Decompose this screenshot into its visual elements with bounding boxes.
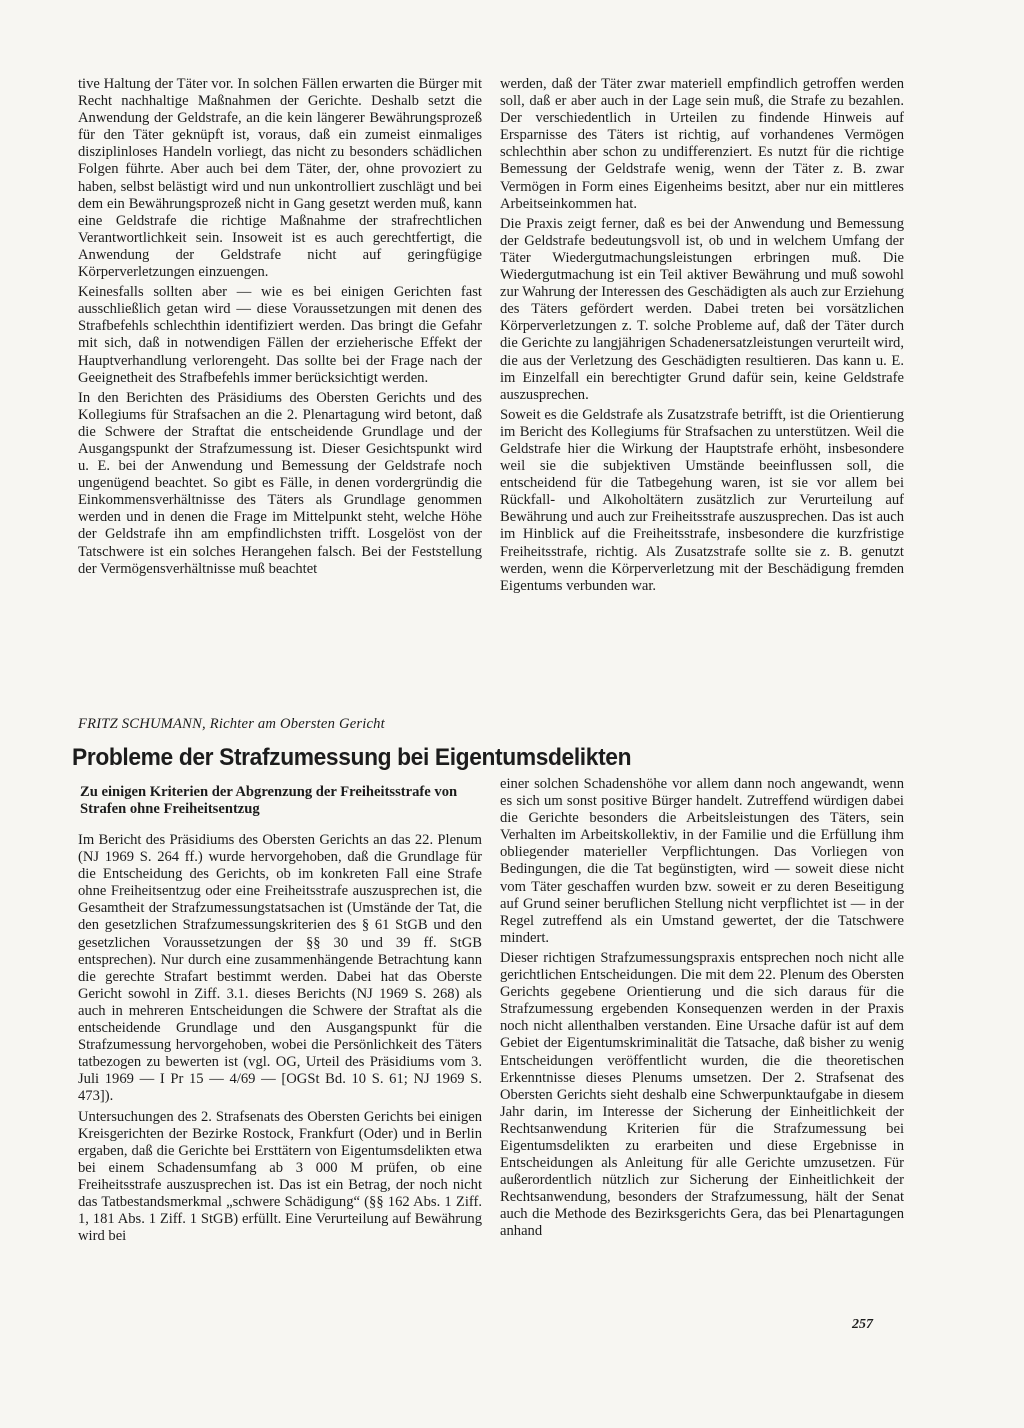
article-subtitle: Zu einigen Kriterien der Abgrenzung der Freiheitsstrafe von Strafen ohne Freiheitsentzug	[80, 784, 458, 818]
column-bottom-left	[78, 832, 482, 1248]
column-bottom-right	[500, 776, 904, 1244]
paragraph: einer solchen Schadenshöhe vor allem dann noch angewandt, wenn es sich um sonst positive Bürger handelt. Zutreffend würdigen dabei die Gerichte besonders die Arbeitsleistungen des Täters, sein Verhalten im Arbeitskollektiv, in der Familie und die Erfüllung ihm obliegender materieller Verpflichtungen. Das Vorliegen von Bedingungen, die die Tat begünstigten, wird — soweit diese nicht vom Täter geschaffen wurden bzw. soweit er zu deren Beseitigung auf Grund seiner beruflichen Stellung nicht verpflichtet ist — in der Regel zutreffend als ein Umstand gewertet, der die Tatschwere mindert.	[500, 776, 904, 946]
article-title: Probleme der Strafzumessung bei Eigentumsdelikten	[72, 744, 632, 771]
paragraph: Keinesfalls sollten aber — wie es bei einigen Gerichten fast ausschließlich getan wird — diese Voraussetzungen mit denen des Strafbefehls schlechthin identifiziert werden. Das bringt die Gefahr mit sich, daß in notwendigen Fällen der erzieherische Effekt der Hauptverhandlung verlorengeht. Das sollte bei der Frage nach der Geeignetheit des Strafbefehls immer berücksichtigt werden.	[78, 284, 482, 386]
column-top-left	[78, 76, 482, 581]
author-byline: FRITZ SCHUMANN, Richter am Obersten Gericht	[78, 716, 385, 732]
paragraph: Im Bericht des Präsidiums des Obersten Gerichts an das 22. Plenum (NJ 1969 S. 264 ff.) wurde hervorgehoben, daß die Grundlage für die Entscheidung des Gerichts, ob im konkreten Fall eine Strafe ohne Freiheitsentzug oder eine Freiheitsstrafe auszusprechen ist, die Gesamtheit der Strafzumessungstatsachen ist (Umstände der Tat, die den gesetzlichen Strafzumessungskriterien des § 61 StGB und den gesetzlichen Voraussetzungen der §§ 30 und 39 ff. StGB entsprechen). Nur durch eine zusammenhängende Betrachtung kann die gerechte Strafart bestimmt werden. Dabei hat das Oberste Gericht sowohl in Ziff. 3.1. dieses Berichts (NJ 1969 S. 268) als auch in mehreren Entscheidungen die Schwere der Straftat als die entscheidende Grundlage und den Ausgangspunkt für die Strafzumessung hervorgehoben, wobei die Persönlichkeit des Täters tatbezogen zu bewerten ist (vgl. OG, Urteil des Präsidiums vom 3. Juli 1969 — I Pr 15 — 4/69 — [OGSt Bd. 10 S. 61; NJ 1969 S. 473]).	[78, 832, 482, 1105]
paragraph: In den Berichten des Präsidiums des Obersten Gerichts und des Kollegiums für Strafsachen an die 2. Plenartagung wird betont, daß die Schwere der Straftat die entscheidende Grundlage und der Ausgangspunkt der Strafzumessung ist. Dieser Gesichtspunkt wird u. E. bei der Anwendung und Bemessung der Geldstrafe noch ungenügend beachtet. So gibt es Fälle, in denen vordergründig die Einkommensverhältnisse des Täters als Grundlage genommen werden und in denen die Frage im Mittelpunkt steht, welche Höhe der Geldstrafe ihn am empfindlichsten trifft. Losgelöst von der Tatschwere ist ein solches Herangehen falsch. Bei der Feststellung der Vermögensverhältnisse muß beachtet	[78, 389, 482, 577]
paragraph: Die Praxis zeigt ferner, daß es bei der Anwendung und Bemessung der Geldstrafe bedeutungsvoll ist, ob und in welchem Umfang der Täter Wiedergutmachungsleistungen erbringen muß. Die Wiedergutmachung ist ein Teil aktiver Bewährung und muß sowohl zur Wahrung der Interessen des Geschädigten als auch zur Erziehung des Täters gefördert werden. Dabei treten bei vorsätzlichen Körperverletzungen z. T. solche Probleme auf, daß der Täter durch die Gerichte zu langjährigen Schadenersatzleistungen verurteilt wird, die aus der Verletzung des Geschädigten resultieren. Das kann u. E. im Einzelfall ein berechtigter Grund dafür sein, keine Geldstrafe auszusprechen.	[500, 215, 905, 403]
page-number: 257	[852, 1317, 873, 1332]
paragraph: Dieser richtigen Strafzumessungspraxis entsprechen noch nicht alle gerichtlichen Entscheidungen. Die mit dem 22. Plenum des Obersten Gerichts gegebene Orientierung und die sich daraus für die Strafzumessung ergebenden Konsequenzen werden in der Praxis noch nicht allenthalben verstanden. Eine Ursache dafür ist auf dem Gebiet der Eigentumskriminalität die Tatsache, daß bisher zu wenig Entscheidungen veröffentlicht wurden, die die theoretischen Erkenntnisse dieses Plenums umsetzen. Der 2. Strafsenat des Obersten Gerichts sieht deshalb eine Schwerpunktaufgabe in diesem Jahr darin, im Interesse der Sicherung der Einheitlichkeit der Rechtsanwendung Kriterien für die Strafzumessung bei Eigentumsdelikten zu erarbeiten und diese Ergebnisse in Entscheidungen als Anleitung für alle Gerichte umzusetzen. Für außerordentlich nützlich zur Sicherung der Einheitlichkeit der Rechtsanwendung, besonders der Strafzumessung, hält der Senat auch die Methode des Bezirksgerichts Gera, das bei Plenartagungen anhand	[500, 949, 904, 1240]
column-top-right	[500, 76, 904, 598]
paragraph: Soweit es die Geldstrafe als Zusatzstrafe betrifft, ist die Orientierung im Bericht des Kollegiums für Strafsachen zu unterstützen. Weil die Geldstrafe hier die Wirkung der Hauptstrafe erhöht, insbesondere weil sie die subjektiven Umstände beeinflussen soll, die entscheidend für die Tatbegehung waren, ist sie vor allem bei Rückfall- und Alkoholtätern zusätzlich zur Verurteilung auf Bewährung und auch zur Freiheitsstrafe auszusprechen. Das ist auch im Hinblick auf die Freiheitsstrafe, insbesondere die kurzfristige Freiheitsstrafe, richtig. Als Zusatzstrafe sollte sie z. B. genutzt werden, wenn die Körperverletzung mit der Beschädigung fremden Eigentums verbunden war.	[500, 406, 904, 594]
paragraph: werden, daß der Täter zwar materiell empfindlich getroffen werden soll, daß er aber auch in der Lage sein muß, die Strafe zu bezahlen. Der verschiedentlich in Urteilen zu findende Hinweis auf Ersparnisse des Täters ist richtig, auf vorhandenes Vermögen schlechthin aber schon zu undifferenziert. Es nutzt für die richtige Bemessung der Geldstrafe wenig, wenn der Täter z. B. zwar Vermögen in Form eines Eigenheims besitzt, aber nur ein mittleres Arbeitseinkommen hat.	[500, 76, 904, 212]
paragraph: Untersuchungen des 2. Strafsenats des Obersten Gerichts bei einigen Kreisgerichten der Bezirke Rostock, Frankfurt (Oder) und in Berlin ergaben, daß die Gerichte bei Ersttätern von Eigentumsdelikten etwa bei einem Schadensumfang ab 3 000 M prüfen, ob eine Freiheitsstrafe auszusprechen ist. Das ist ein Betrag, der noch nicht das Tatbestandsmerkmal „schwere Schädigung“ (§§ 162 Abs. 1 Ziff. 1, 181 Abs. 1 Ziff. 1 StGB) erfüllt. Eine Verurteilung auf Bewährung wird bei	[78, 1108, 482, 1245]
paragraph: tive Haltung der Täter vor. In solchen Fällen erwarten die Bürger mit Recht nachhaltige Maßnahmen der Gerichte. Deshalb setzt die Anwendung der Geldstrafe, an die kein längerer Bewährungsprozeß für den Täter geknüpft ist, voraus, daß ein zumeist einmaliges disziplinloses Handeln vorliegt, das nicht zu besonders schädlichen Folgen führte. Aber auch bei dem Täter, der, ohne provoziert zu haben, selbst belästigt wird und nun unkontrolliert zuschlägt und bei dem ein Bewährungsprozeß nicht in Gang gesetzt werden muß, kann eine Geldstrafe die richtige Maßnahme der strafrechtlichen Verantwortlichkeit sein. Insoweit ist es auch gerechtfertigt, die Anwendung der Geldstrafe nicht auf geringfügige Körperverletzungen einzuengen.	[78, 76, 482, 281]
